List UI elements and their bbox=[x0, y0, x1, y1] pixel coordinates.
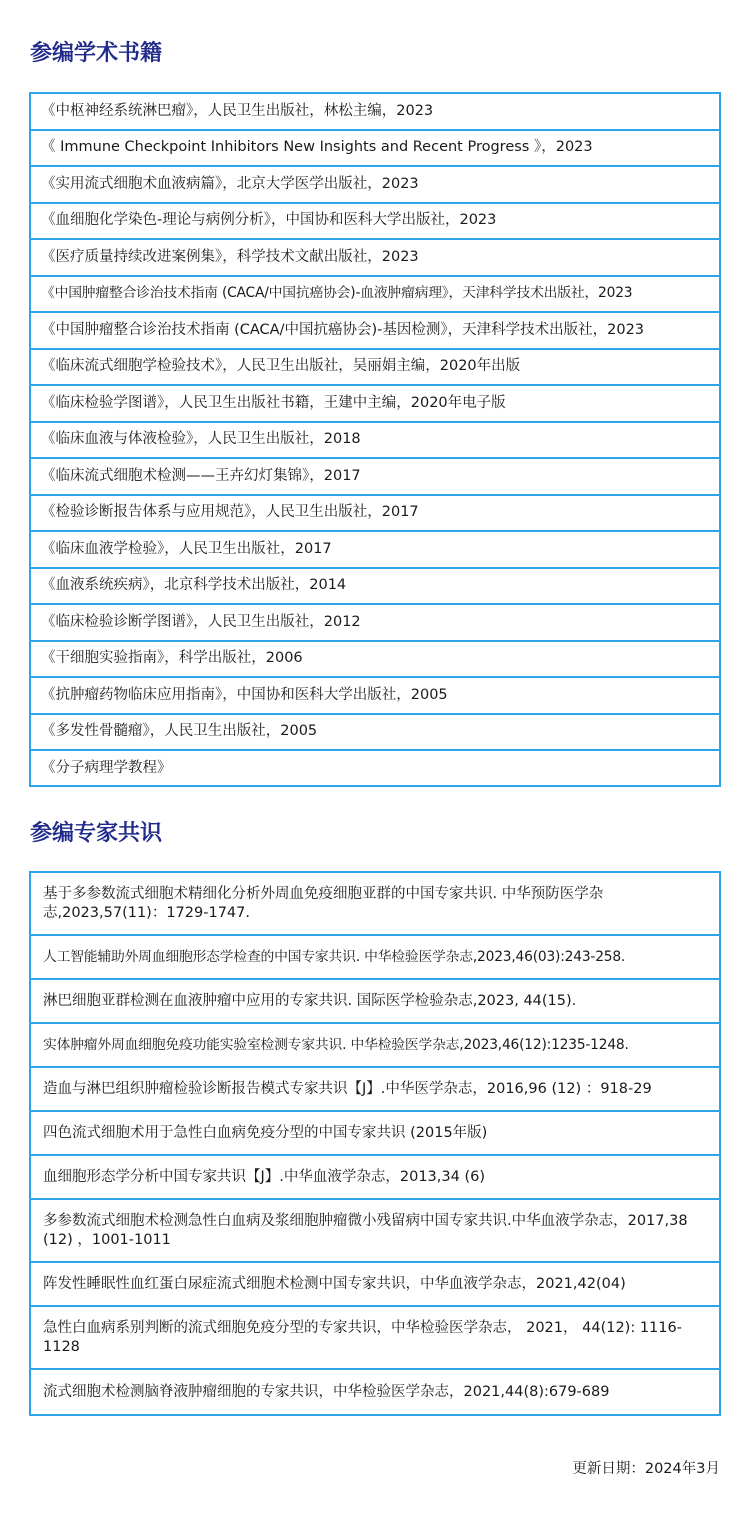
consensus-row: 淋巴细胞亚群检测在血液肿瘤中应用的专家共识. 国际医学检验杂志,2023, 44(15). bbox=[31, 980, 719, 1024]
consensus-row: 四色流式细胞术用于急性白血病免疫分型的中国专家共识 (2015年版) bbox=[31, 1112, 719, 1156]
book-row: 《实用流式细胞术血液病篇》，北京大学医学出版社，2023 bbox=[31, 167, 719, 204]
consensus-table bbox=[29, 871, 721, 1416]
book-row: 《多发性骨髓瘤》，人民卫生出版社，2005 bbox=[31, 715, 719, 752]
book-row: 《干细胞实验指南》，科学出版社，2006 bbox=[31, 642, 719, 679]
consensus-row: 阵发性睡眠性血红蛋白尿症流式细胞术检测中国专家共识，中华血液学杂志，2021,42(04) bbox=[31, 1263, 719, 1307]
book-row: 《临床血液学检验》，人民卫生出版社，2017 bbox=[31, 532, 719, 569]
book-row: 《血细胞化学染色-理论与病例分析》，中国协和医科大学出版社，2023 bbox=[31, 204, 719, 241]
consensus-row: 人工智能辅助外周血细胞形态学检查的中国专家共识. 中华检验医学杂志,2023,46(03):243-258. bbox=[31, 936, 719, 980]
book-row: 《临床检验诊断学图谱》，人民卫生出版社，2012 bbox=[31, 605, 719, 642]
book-row: 《中国肿瘤整合诊治技术指南 (CACA/中国抗癌协会)-血液肿瘤病理》，天津科学技术出版社，2023 bbox=[31, 277, 719, 314]
consensus-row: 实体肿瘤外周血细胞免疫功能实验室检测专家共识. 中华检验医学杂志,2023,46(12):1235-1248. bbox=[31, 1024, 719, 1068]
book-row: 《临床流式细胞术检测——王卉幻灯集锦》，2017 bbox=[31, 459, 719, 496]
book-row: 《抗肿瘤药物临床应用指南》，中国协和医科大学出版社，2005 bbox=[31, 678, 719, 715]
consensus-row: 基于多参数流式细胞术精细化分析外周血免疫细胞亚群的中国专家共识. 中华预防医学杂志,2023,57(11)：1729-1747. bbox=[31, 873, 719, 936]
consensus-row: 流式细胞术检测脑脊液肿瘤细胞的专家共识，中华检验医学杂志，2021,44(8):679-689 bbox=[43, 1383, 610, 1400]
book-row: 《临床检验学图谱》，人民卫生出版社书籍，王建中主编，2020年电子版 bbox=[31, 386, 719, 423]
book-row: 《临床血液与体液检验》，人民卫生出版社，2018 bbox=[31, 423, 719, 460]
consensus-section-title: 参编专家共识 bbox=[30, 821, 163, 846]
book-row: 《中枢神经系统淋巴瘤》，人民卫生出版社，林松主编，2023 bbox=[31, 94, 719, 131]
books-section-title: 参编学术书籍 bbox=[30, 41, 163, 66]
book-row: 《血液系统疾病》，北京科学技术出版社，2014 bbox=[31, 569, 719, 606]
book-row: 《 Immune Checkpoint Inhibitors New Insights and Recent Progress 》，2023 bbox=[31, 131, 719, 168]
consensus-row: 多参数流式细胞术检测急性白血病及浆细胞肿瘤微小残留病中国专家共识.中华血液学杂志，2017,38 (12) ，1001-1011 bbox=[31, 1200, 719, 1263]
books-table bbox=[29, 92, 721, 787]
book-row: 《分子病理学教程》 bbox=[41, 759, 172, 776]
update-date: 更新日期：2024年3月 bbox=[572, 1461, 720, 1477]
consensus-row: 急性白血病系别判断的流式细胞免疫分型的专家共识，中华检验医学杂志， 2021， 44(12): 1116-1128 bbox=[31, 1307, 719, 1370]
consensus-row: 血细胞形态学分析中国专家共识【J】.中华血液学杂志，2013,34 (6) bbox=[31, 1156, 719, 1200]
book-row: 《医疗质量持续改进案例集》，科学技术文献出版社，2023 bbox=[31, 240, 719, 277]
consensus-row: 造血与淋巴组织肿瘤检验诊断报告模式专家共识【J】.中华医学杂志，2016,96 (12) ：918-29 bbox=[31, 1068, 719, 1112]
book-row: 《中国肿瘤整合诊治技术指南 (CACA/中国抗癌协会)-基因检测》，天津科学技术出版社，2023 bbox=[31, 313, 719, 350]
book-row: 《检验诊断报告体系与应用规范》，人民卫生出版社，2017 bbox=[31, 496, 719, 533]
book-row: 《临床流式细胞学检验技术》，人民卫生出版社，吴丽娟主编，2020年出版 bbox=[31, 350, 719, 387]
